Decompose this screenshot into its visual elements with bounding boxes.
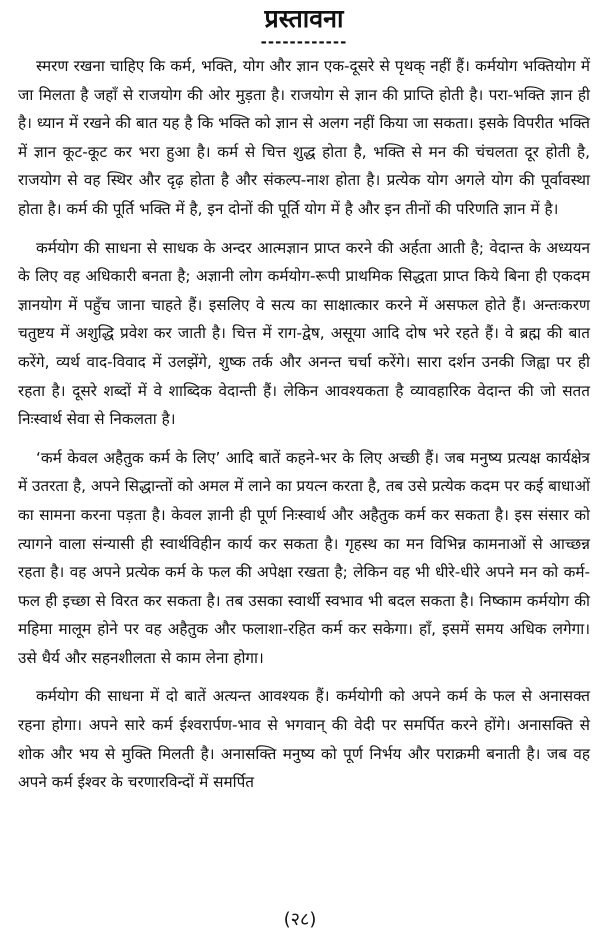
paragraph-3: ‘कर्म केवल अहैतुक कर्म के लिए’ आदि बातें कहने-भर के लिए अच्छी हैं। जब मनुष्य प्रत्यक्ष कार्यक्षेत्र में उतरता है, अपने सिद्धान्तों को अमल में लाने का प्रयत्न करता है, तब उसे प्रत्येक कदम पर कई बाधाओं का सामना करना पड़ता है। केवल ज्ञानी ही पूर्ण निःस्वार्थ और अहैतुक कर्म कर सकता है। इस संसार को त्यागने वाला संन्यासी ही स्वार्थविहीन कार्य कर सकता है। गृहस्थ का मन विभिन्न कामनाओं से आच्छन्न रहता है। वह अपने प्रत्येक कर्म के फल की अपेक्षा रखता है; लेकिन वह भी धीरे-धीरे अपने मन को कर्म-फल ही इच्छा से विरत कर सकता है। तब उसका स्वार्थी स्वभाव भी बदल सकता है। निष्काम कर्मयोग की महिमा मालूम होने पर वह अहैतुक और फलाशा-रहित कर्म कर सकेगा। हाँ, इसमें समय अधिक लगेगा। उसे धैर्य और सहनशीलता से काम लेना होगा। <box>18 448 590 667</box>
title-underline: ------------ <box>260 33 348 51</box>
paragraph-1: स्मरण रखना चाहिए कि कर्म, भक्ति, योग और ज्ञान एक-दूसरे से पृथक् नहीं हैं। कर्मयोग भक्तियोग में जा मिलता है जहाँ से राजयोग की ओर मुड़ता है। राजयोग से ज्ञान की प्राप्ति होती है। परा-भक्ति ज्ञान ही है। ध्यान में रखने की बात यह है कि भक्ति को ज्ञान से अलग नहीं किया जा सकता। इसके विपरीत भक्ति में ज्ञान कूट-कूट कर भरा हुआ है। कर्म से चित्त शुद्ध होता है, भक्ति से मन की चंचलता दूर होती है, राजयोग से वह स्थिर और दृढ़ होता है और संकल्प-नाश होता है। प्रत्येक योग अगले योग की पूर्वावस्था होता है। कर्म की पूर्ति भक्ति में है, इन दोनों की पूर्ति योग में है और इन तीनों की परिणति ज्ञान में है। <box>18 57 590 218</box>
page-number: (२८) <box>283 909 317 930</box>
page-title: प्रस्तावना <box>264 4 344 33</box>
paragraph-4: कर्मयोग की साधना में दो बातें अत्यन्त आवश्यक हैं। कर्मयोगी को अपने कर्म के फल से अनासक्त रहना होगा। अपने सारे कर्म ईश्वरार्पण-भाव से भगवान् की वेदी पर समर्पित करने होंगे। अनासक्ति से शोक और भय से मुक्ति मिलती है। अनासक्ति मनुष्य को पूर्ण निर्भय और पराक्रमी बनाती है। जब वह अपने कर्म ईश्वर के चरणारविन्दों में समर्पित <box>18 687 590 792</box>
paragraph-2: कर्मयोग की साधना से साधक के अन्दर आत्मज्ञान प्राप्त करने की अर्हता आती है; वेदान्त के अध्ययन के लिए वह अधिकारी बनता है; अज्ञानी लोग कर्मयोग-रूपी प्राथमिक सिद्धता प्राप्त किये बिना ही एकदम ज्ञानयोग में पहुँच जाना चाहते हैं। इसलिए वे सत्य का साक्षात्कार करने में असफल होते हैं। अन्तःकरण चतुष्टय में अशुद्धि प्रवेश कर जाती है। चित्त में राग-द्वेष, असूया आदि दोष भरे रहते हैं। वे ब्रह्म की बात करेंगे, व्यर्थ वाद-विवाद में उलझेंगे, शुष्क तर्क और अनन्त चर्चा करेंगे। सारा दर्शन उनकी जिह्वा पर ही रहता है। दूसरे शब्दों में वे शाब्दिक वेदान्ती हैं। लेकिन आवश्यकता है व्यावहारिक वेदान्त की जो सतत निःस्वार्थ सेवा से निकलता है। <box>18 238 590 429</box>
document-page <box>0 4 600 942</box>
